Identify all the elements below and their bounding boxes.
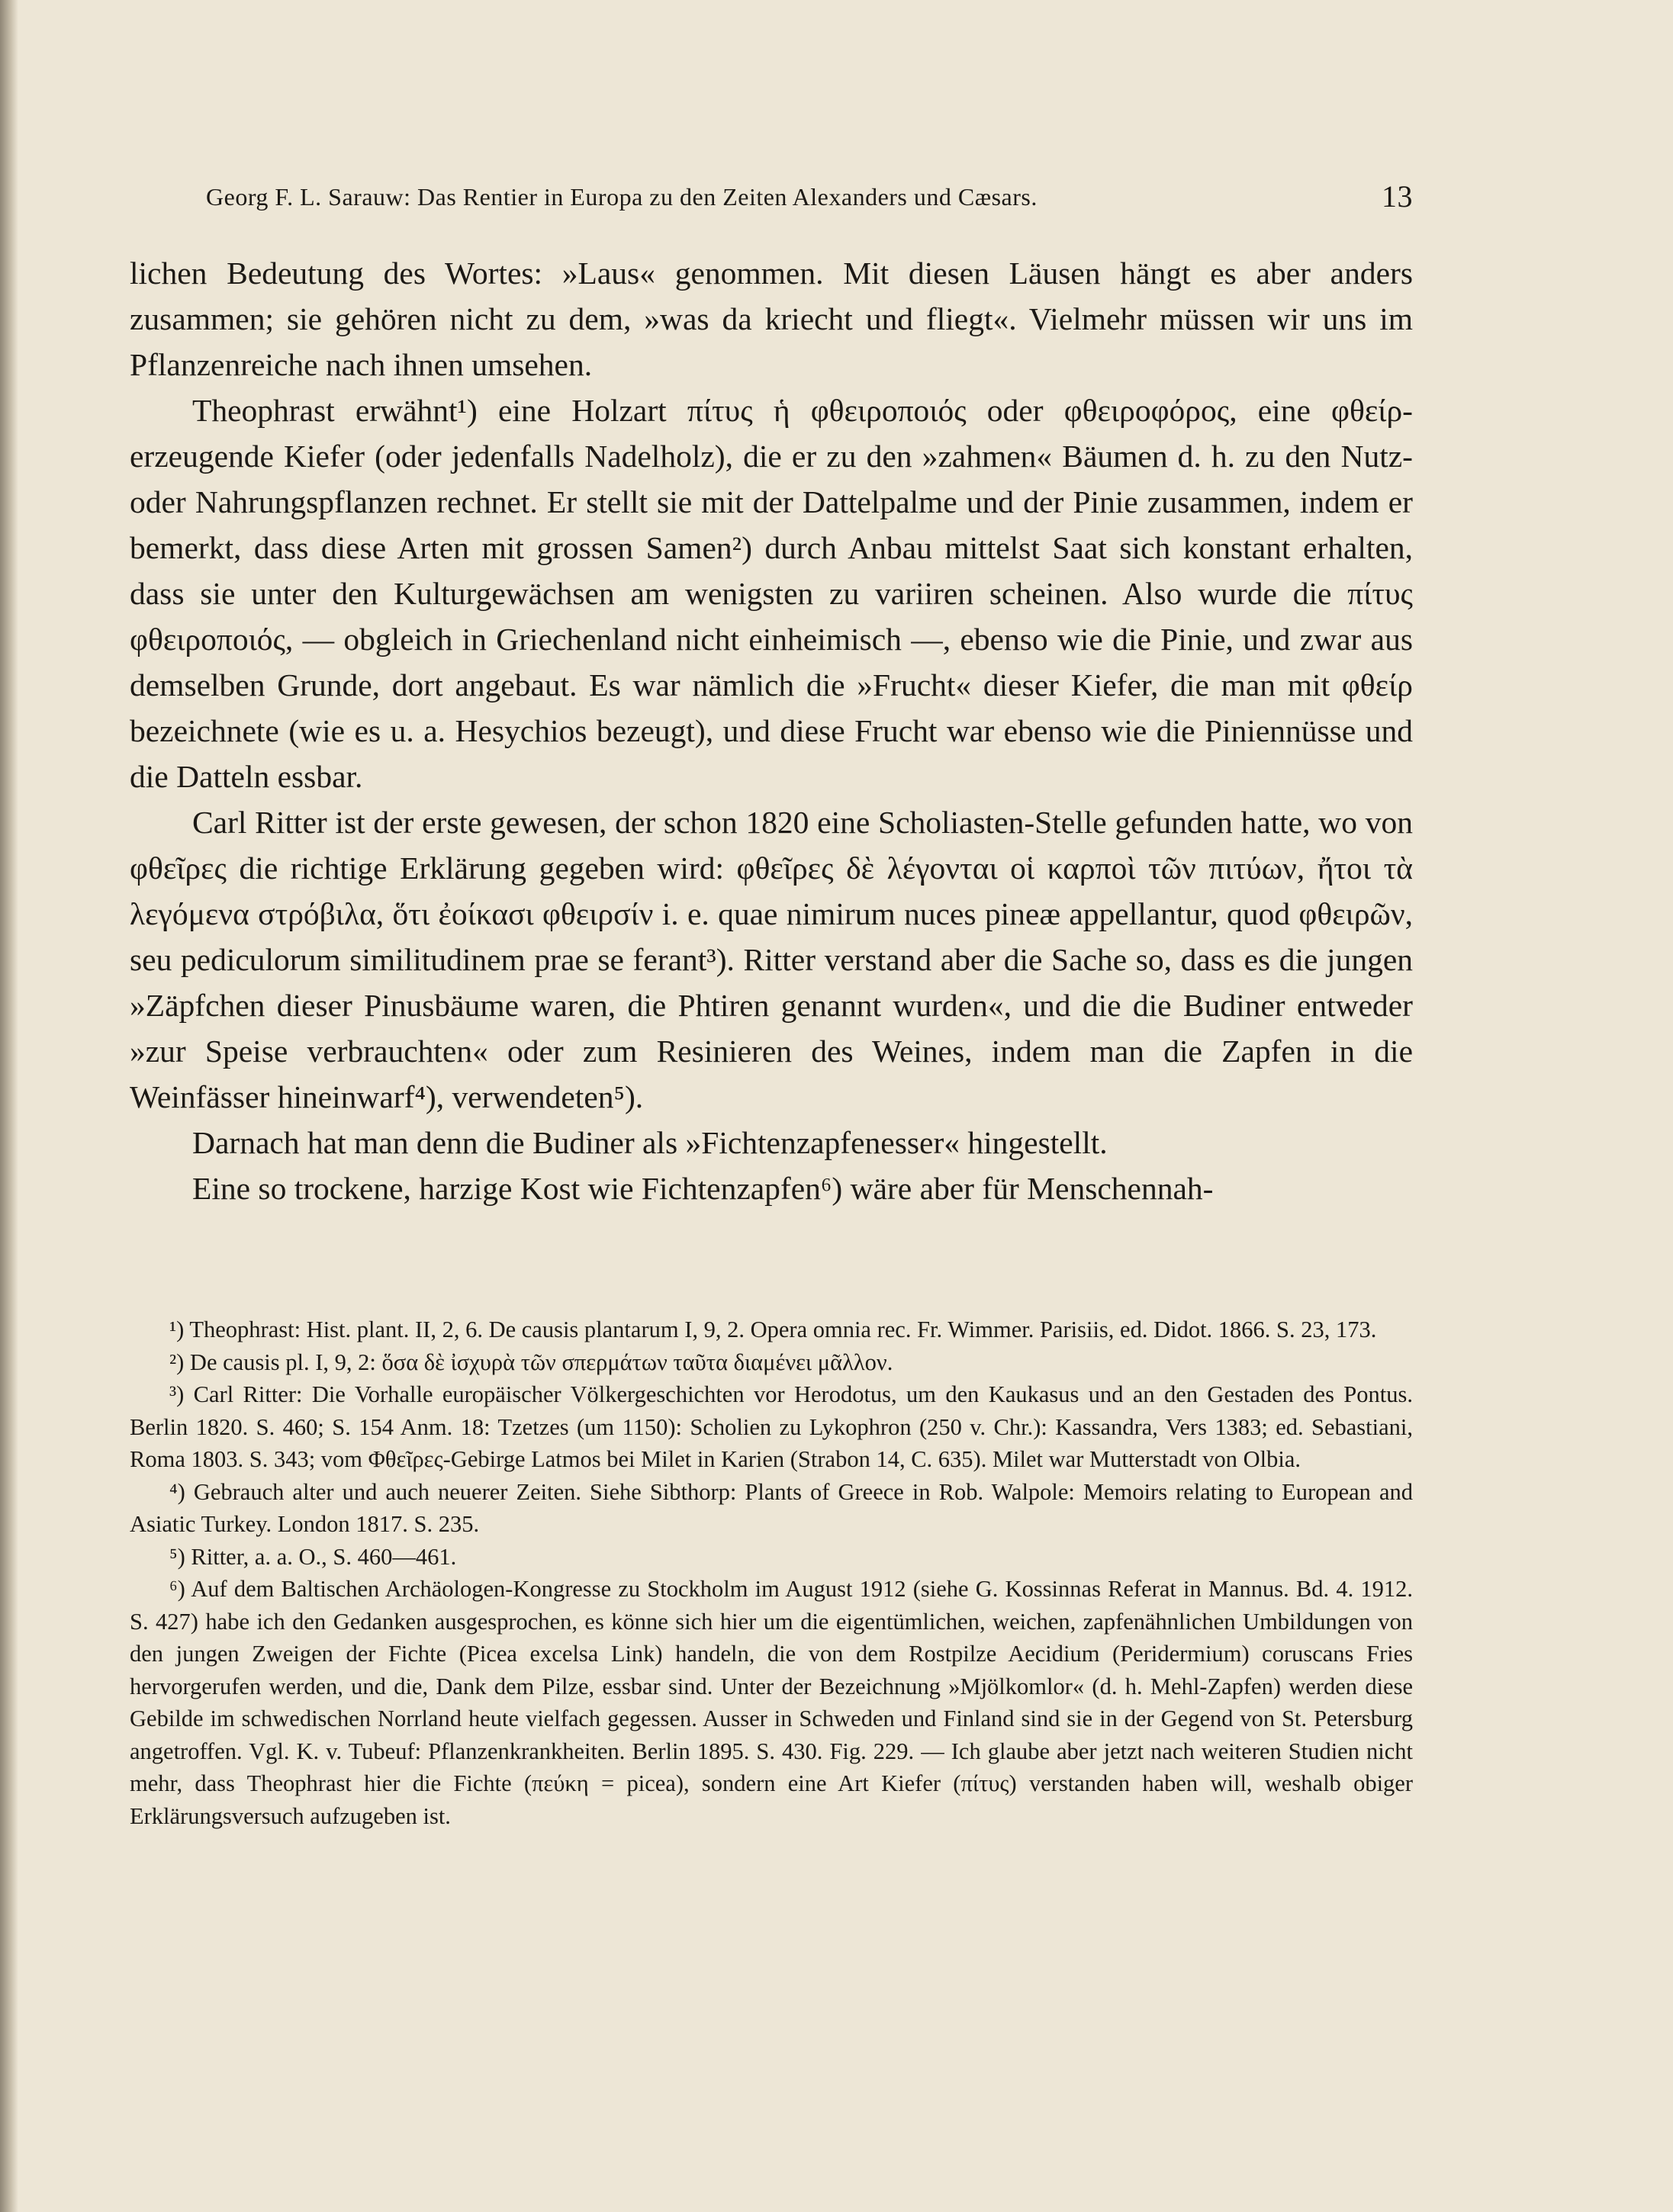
body-paragraph: lichen Bedeutung des Wortes: »Laus« genommen. Mit diesen Läusen hängt es aber anders zusammen; sie gehören nicht zu dem, »was da kriecht und fliegt«. Vielmehr müssen wir uns im Pflanzenreiche nach ihnen umsehen. (130, 256, 1413, 382)
header-title: Georg F. L. Sarauw: Das Rentier in Europa zu den Zeiten Alexanders und Cæsars. (206, 183, 1038, 211)
footnote: ¹) Theophrast: Hist. plant. II, 2, 6. De causis plantarum I, 9, 2. Opera omnia rec. Fr. Wimmer. Parisiis, ed. Didot. 1866. S. 23, 173. (169, 1317, 1377, 1342)
body-paragraph: Eine so trockene, harzige Kost wie Fichtenzapfen⁶) wäre aber für Menschennah- (192, 1171, 1214, 1206)
footnote: ⁶) Auf dem Baltischen Archäologen-Kongresse zu Stockholm im August 1912 (siehe G. Kossinnas Referat in Mannus. Bd. 4. 1912. S. 427) habe ich den Gedanken ausgesprochen, es könne sich hier um die eigentümlichen, weichen, zapfenähnlichen Umbildungen von den jungen Zweigen der Fichte (Picea excelsa Link) handeln, die von dem Rostpilze Aecidium (Peridermium) coruscans Fries hervorgerufen werden, und die, Dank dem Pilze, essbar sind. Unter der Bezeichnung »Mjölkomlor« (d. h. Mehl-Zapfen) werden diese Gebilde im schwedischen Norrland heute vielfach gegessen. Ausser in Schweden und Finland sind sie in der Gegend von St. Petersburg angetroffen. Vgl. K. v. Tubeuf: Pflanzenkrankheiten. Berlin 1895. S. 430. Fig. 229. — Ich glaube aber jetzt nach weiteren Studien nicht mehr, dass Theophrast hier die Fichte (πεύκη = picea), sondern eine Art Kiefer (πίτυς) verstanden haben will, weshalb obiger Erklärungsversuch aufzugeben ist. (130, 1576, 1413, 1829)
body-paragraph: Carl Ritter ist der erste gewesen, der schon 1820 eine Scholiasten-Stelle gefunden hatte, wo von φθεῖρες die richtige Erklärung gegeben wird: φθεῖρες δὲ λέγονται οἱ καρποὶ τῶν πιτύων, ἤτοι τὰ λεγόμενα στρόβιλα, ὅτι ἐοίκασι φθειρσίν i. e. quae nimirum nuces pineæ appellantur, quod φθειρῶν, seu pediculorum similitudinem prae se ferant³). Ritter verstand aber die Sache so, dass es die jungen »Zäpfchen dieser Pinusbäume waren, die Phtiren genannt wurden«, und die die Budiner entweder »zur Speise verbrauchten« oder zum Resinieren des Weines, indem man die Zapfen in die Weinfässer hineinwarf⁴), verwendeten⁵). (130, 805, 1413, 1114)
footnote: ⁵) Ritter, a. a. O., S. 460—461. (169, 1543, 457, 1570)
body-text (130, 250, 1413, 1211)
footnotes (130, 1313, 1413, 1832)
footnote: ⁴) Gebrauch alter und auch neuerer Zeiten. Siehe Sibthorp: Plants of Greece in Rob. Walpole: Memoirs relating to European and Asiatic Turkey. London 1817. S. 235. (130, 1478, 1413, 1537)
running-header (130, 179, 1413, 221)
page-left-edge-shadow (0, 0, 18, 2212)
body-paragraph: Theophrast erwähnt¹) eine Holzart πίτυς ἡ φθειροποιός oder φθειροφόρος, eine φθείρ-erzeugende Kiefer (oder jedenfalls Nadelholz), die er zu den »zahmen« Bäumen d. h. zu den Nutz- oder Nahrungspflanzen rechnet. Er stellt sie mit der Dattelpalme und der Pinie zusammen, indem er bemerkt, dass diese Arten mit grossen Samen²) durch Anbau mittelst Saat sich konstant erhalten, dass sie unter den Kulturgewächsen am wenigsten zu variiren scheinen. Also wurde die πίτυς φθειροποιός, — obgleich in Griechenland nicht einheimisch —, ebenso wie die Pinie, und zwar aus demselben Grunde, dort angebaut. Es war nämlich die »Frucht« dieser Kiefer, die man mit φθείρ bezeichnete (wie es u. a. Hesychios bezeugt), und diese Frucht war ebenso wie die Piniennüsse und die Datteln essbar. (130, 393, 1413, 794)
page-number: 13 (1382, 179, 1413, 214)
body-paragraph: Darnach hat man denn die Budiner als »Fichtenzapfenesser« hingestellt. (192, 1125, 1108, 1160)
footnote: ²) De causis pl. I, 9, 2: ὅσα δὲ ἰσχυρὰ τῶν σπερμάτων ταῦτα διαμένει μᾶλλον. (169, 1349, 893, 1375)
footnote: ³) Carl Ritter: Die Vorhalle europäischer Völkergeschichten vor Herodotus, um den Kaukasus und an den Gestaden des Pontus. Berlin 1820. S. 460; S. 154 Anm. 18: Tzetzes (um 1150): Scholien zu Lykophron (250 v. Chr.): Kassandra, Vers 1383; ed. Sebastiani, Roma 1803. S. 343; vom Φθεῖρες-Gebirge Latmos bei Milet in Karien (Strabon 14, C. 635). Milet war Mutterstadt von Olbia. (130, 1381, 1413, 1472)
